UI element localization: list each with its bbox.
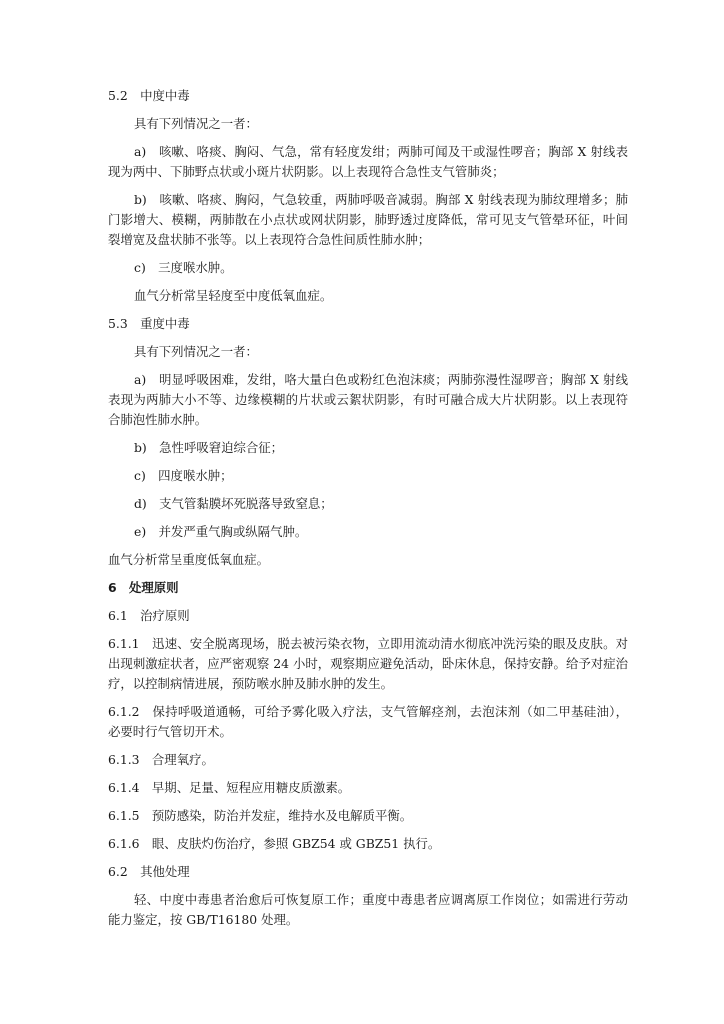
section-5-2-title: 5.2 中度中毒 xyxy=(108,88,190,103)
section-6-1-1: 6.1.1 迅速、安全脱离现场，脱去被污染衣物，立即用流动清水彻底冲洗污染的眼及皮肤。对出现刺激症状者，应严密观察 24 小时，观察期应避免活动，卧床休息，保持安静。给予对症治疗，以控制病情进展，预防喉水肿及肺水肿的发生。 xyxy=(108,636,628,691)
section-6-1-4: 6.1.4 早期、足量、短程应用糖皮质激素。 xyxy=(108,780,351,795)
section-5-2-blood-gas: 血气分析常呈轻度至中度低氧血症。 xyxy=(134,288,333,303)
section-5-3-item-d: d) 支气管黏膜坏死脱落导致窒息； xyxy=(134,496,333,511)
section-6-1-3: 6.1.3 合理氧疗。 xyxy=(108,752,214,767)
section-5-3-blood-gas: 血气分析常呈重度低氧血症。 xyxy=(108,552,270,567)
section-5-2-item-c: c) 三度喉水肿。 xyxy=(134,260,233,275)
section-5-2-item-b: b) 咳嗽、咯痰、胸闷，气急较重，两肺呼吸音减弱。胸部 X 射线表现为肺纹理增多；肺门影增大、模糊，两肺散在小点状或网状阴影，肺野透过度降低，常可见支气管晕环征，叶间裂增宽及盘状肺不张等。以上表现符合急性间质性肺水肿； xyxy=(108,192,628,247)
section-6-2-text: 轻、中度中毒患者治愈后可恢复原工作；重度中毒患者应调离原工作岗位；如需进行劳动能力鉴定，按 GB/T16180 处理。 xyxy=(108,892,628,927)
section-6-title: 6 处理原则 xyxy=(108,580,179,595)
section-6-2-title: 6.2 其他处理 xyxy=(108,864,190,879)
section-6-1-2: 6.1.2 保持呼吸道通畅，可给予雾化吸入疗法，支气管解痉剂，去泡沫剂（如二甲基硅油），必要时行气管切开术。 xyxy=(108,704,628,739)
section-5-3-item-b: b) 急性呼吸窘迫综合征； xyxy=(134,440,284,455)
section-5-3-intro: 具有下列情况之一者： xyxy=(134,344,258,359)
document-page xyxy=(108,86,628,938)
section-6-1-5: 6.1.5 预防感染，防治并发症，维持水及电解质平衡。 xyxy=(108,808,413,823)
section-5-3-item-e: e) 并发严重气胸或纵隔气肿。 xyxy=(134,524,308,539)
section-5-3-item-c: c) 四度喉水肿； xyxy=(134,468,233,483)
section-5-2-item-a: a) 咳嗽、咯痰、胸闷、气急，常有轻度发绀；两肺可闻及干或湿性啰音；胸部 X 射线表现为两中、下肺野点状或小斑片状阴影。以上表现符合急性支气管肺炎； xyxy=(108,144,628,179)
section-6-1-6: 6.1.6 眼、皮肤灼伤治疗，参照 GBZ54 或 GBZ51 执行。 xyxy=(108,836,441,851)
section-5-3-title: 5.3 重度中毒 xyxy=(108,316,190,331)
section-5-2-intro: 具有下列情况之一者： xyxy=(134,116,258,131)
section-5-3-item-a: a) 明显呼吸困难，发绀，咯大量白色或粉红色泡沫痰；两肺弥漫性湿啰音；胸部 X 射线表现为两肺大小不等、边缘模糊的片状或云絮状阴影，有时可融合成大片状阴影。以上表现符合肺泡性肺水肿。 xyxy=(108,372,628,427)
section-6-1-title: 6.1 治疗原则 xyxy=(108,608,190,623)
